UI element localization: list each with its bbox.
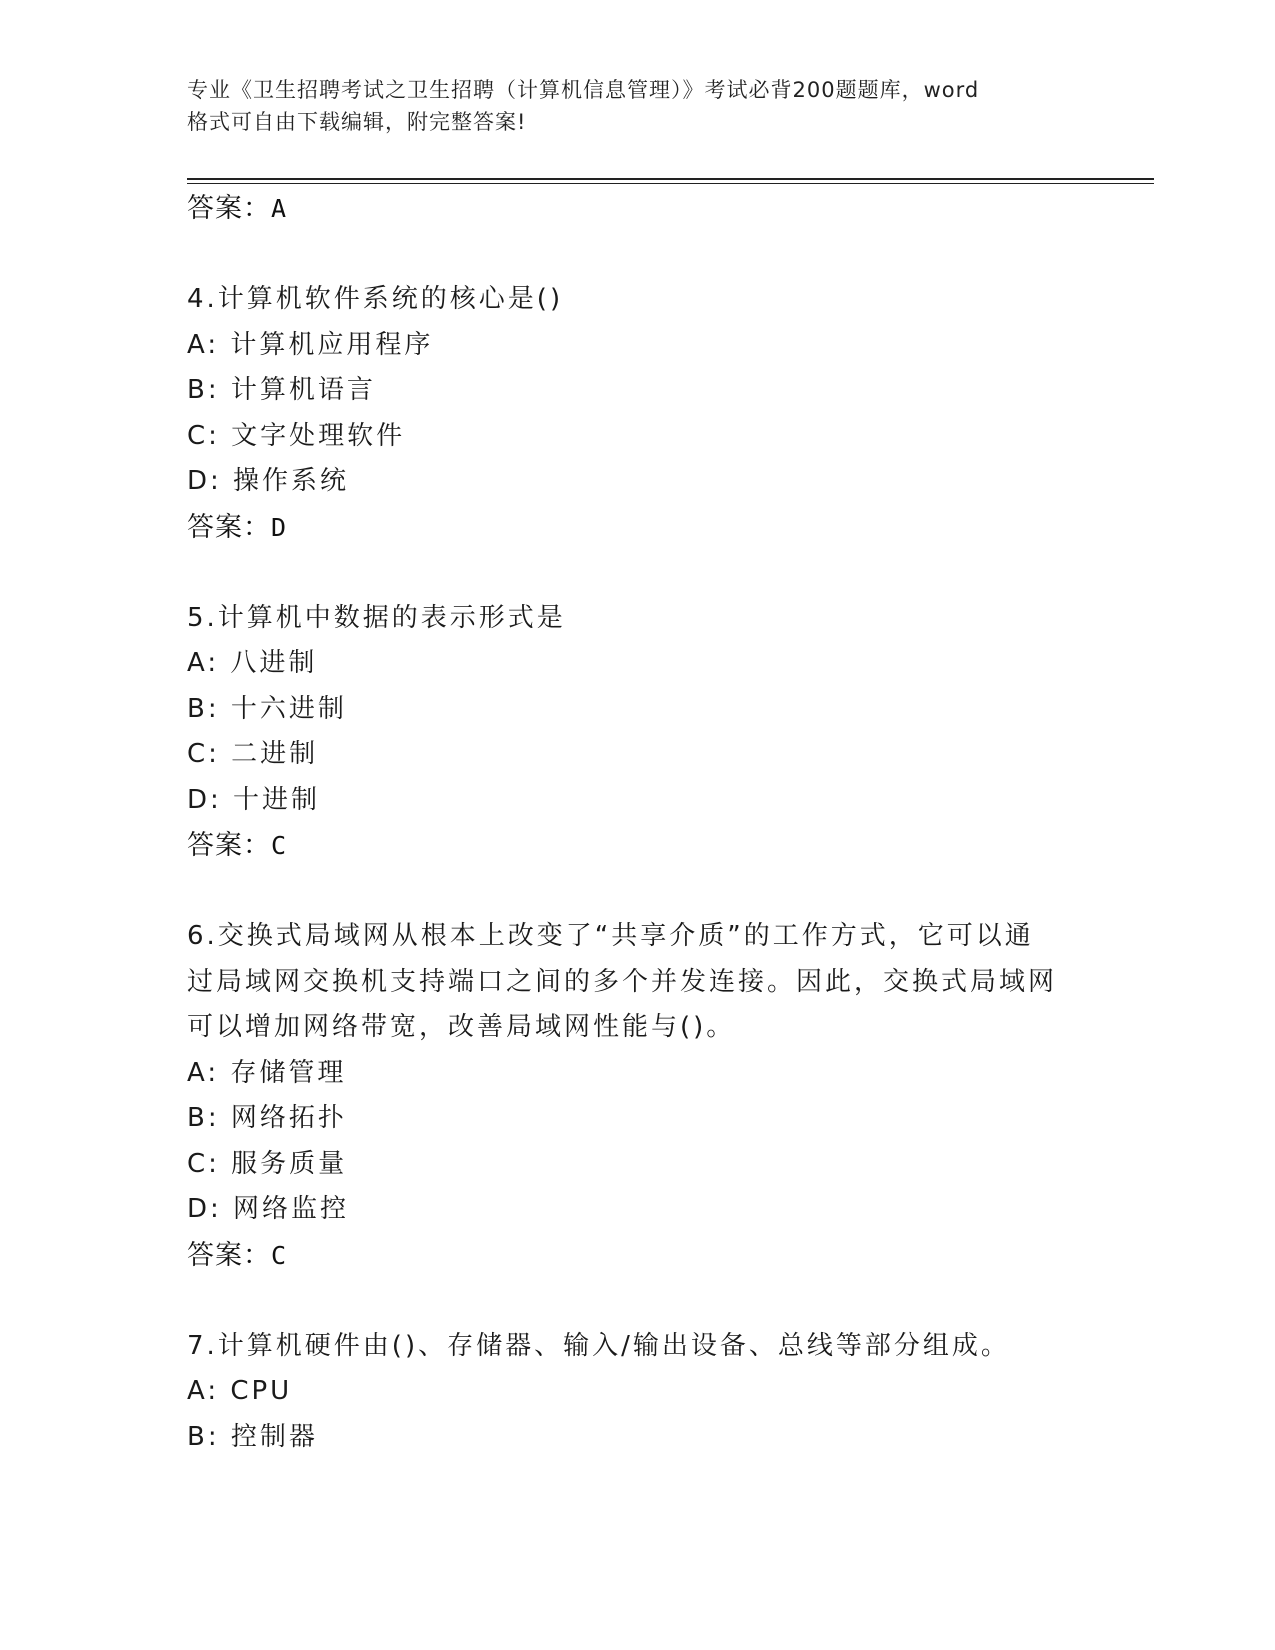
spacer (187, 869, 1087, 915)
document-header (187, 74, 1087, 138)
header-line-1: 专业《卫生招聘考试之卫生招聘（计算机信息管理）》考试必背200题题库，word (187, 78, 980, 102)
option-a: A: 八进制 (187, 648, 318, 678)
answer-label: 答案： (187, 830, 271, 860)
answer-label: 答案： (187, 193, 271, 223)
option-c: C: 二进制 (187, 739, 319, 769)
option-d: D: 操作系统 (187, 466, 350, 496)
option-b: B: 十六进制 (187, 693, 347, 724)
question-stem: 5.计算机中数据的表示形式是 (187, 602, 566, 633)
question-list (187, 186, 1087, 1460)
answer-label: 答案： (187, 1239, 271, 1270)
option-d: D: 网络监控 (187, 1194, 350, 1224)
question-stem-line-3: 可以增加网络带宽，改善局域网性能与()。 (187, 1012, 736, 1042)
question-stem-line-2: 过局域网交换机支持端口之间的多个并发连接。因此，交换式局域网 (187, 966, 1058, 997)
spacer (187, 232, 1087, 278)
answer-value: C (271, 831, 288, 860)
question-block (187, 596, 1087, 869)
option-d: D: 十进制 (187, 784, 321, 815)
answer-line (187, 823, 1087, 869)
answer-line (187, 1233, 1087, 1279)
question-block (187, 1324, 1087, 1461)
question-block (187, 277, 1087, 550)
option-b: B: 网络拓扑 (187, 1103, 347, 1133)
question-stem (187, 914, 1058, 1051)
option-b: B: 计算机语言 (187, 375, 376, 405)
question-stem: 4.计算机软件系统的核心是() (187, 284, 564, 314)
answer-line (187, 505, 1087, 551)
question-block (187, 914, 1087, 1278)
answer-label: 答案： (187, 511, 271, 542)
option-a: A: CPU (187, 1376, 293, 1406)
option-c: C: 服务质量 (187, 1148, 348, 1179)
answer-line (187, 186, 1087, 232)
question-stem-line-1: 6.交换式局域网从根本上改变了“共享介质”的工作方式，它可以通 (187, 921, 1034, 951)
option-c: C: 文字处理软件 (187, 420, 406, 451)
question-stem: 7.计算机硬件由()、存储器、输入/输出设备、总线等部分组成。 (187, 1330, 1010, 1361)
header-line-2: 格式可自由下载编辑，附完整答案! (187, 110, 527, 134)
spacer (187, 550, 1087, 596)
answer-value: C (271, 1240, 288, 1270)
header-divider-thick (187, 178, 1154, 180)
spacer (187, 1278, 1087, 1324)
answer-value: A (271, 194, 288, 223)
header-divider-thin (187, 183, 1154, 184)
option-b: B: 控制器 (187, 1421, 318, 1452)
option-a: A: 计算机应用程序 (187, 329, 434, 360)
answer-value: D (271, 512, 288, 542)
option-a: A: 存储管理 (187, 1057, 347, 1088)
